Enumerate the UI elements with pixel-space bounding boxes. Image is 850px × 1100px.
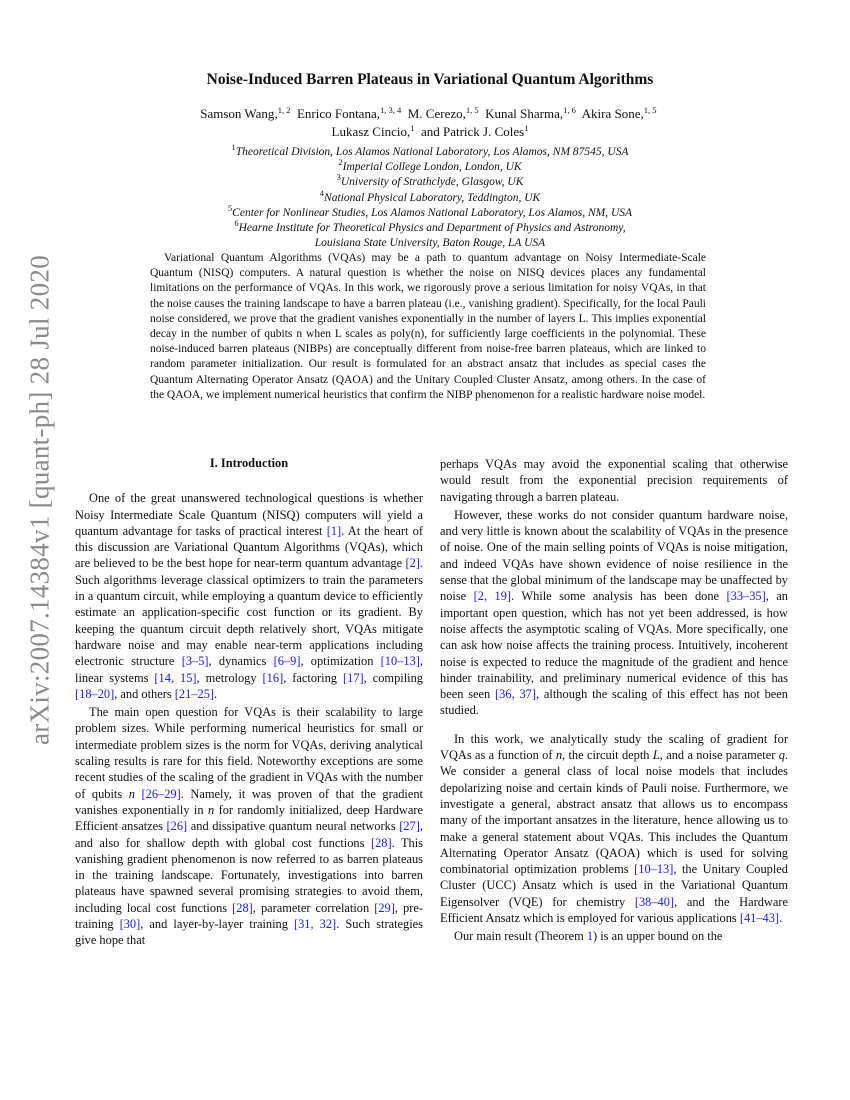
author-affiliation-marker: 1, 5	[643, 105, 657, 115]
author-name: and Patrick J. Coles	[420, 124, 525, 139]
citation-link[interactable]: [38–40]	[634, 894, 675, 909]
author-name: Enrico Fontana	[296, 106, 377, 121]
citation-link[interactable]: [26–29]	[141, 786, 181, 801]
citation-link[interactable]: [33–35]	[726, 589, 766, 604]
left-column	[75, 455, 423, 949]
author: Akira Sone,$^{1, 5}$	[581, 105, 657, 121]
abstract: Variational Quantum Algorithms (VQAs) may be a path to quantum advantage on Noisy Intermediate-Scale Quantum (NISQ) computers. A natural question is whether the noise on NISQ devices places any fundamental limitations on the performance of VQAs. In this work, we rigorously prove a serious limitation for noisy VQAs, in that the noise causes the training landscape to have a barren plateau (i.e., vanishing gradient). Specifically, for the local Pauli noise considered, we prove that the gradient vanishes exponentially in the number of layers L. This implies exponential decay in the number of qubits n when L scales as poly(n), for sufficiently large coefficients in the polynomial. These noise-induced barren plateaus (NIBPs) are conceptually different from noise-free barren plateaus, which are linked to random parameter initialization. Our result is formulated for an abstract ansatz that includes as special cases the Quantum Alternating Operator Ansatz (QAOA) and the Unitary Coupled Cluster Ansatz, among others. In the case of the QAOA, we implement numerical heuristics that confirm the NIBP phenomenon for a realistic hardware noise model.	[150, 252, 706, 401]
affiliation-text: Hearne Institute for Theoretical Physics and Department of Physics and Astronomy,	[238, 222, 626, 235]
affiliation-text: University of Strathclyde, Glasgow, UK	[340, 176, 524, 189]
citation-link[interactable]: [28]	[370, 835, 392, 850]
citation-link[interactable]: [18–20]	[75, 686, 115, 701]
citation-link[interactable]: [21–25]	[174, 686, 215, 701]
affiliation	[90, 218, 770, 236]
paragraph: The main open question for VQAs is their scalability to large problem sizes. While performing numerical heuristics for small or intermediate problem sizes is the norm for VQAs, deriving analytical scaling results is rare for this field. Noteworthy exceptions are some recent studies of the scaling of the gradient in VQAs with the number of qubits n [26–29]. Namely, it was proven of that the gradient vanishes exponentially in n for randomly initialized, deep Hardware Efficient ansatzes [26] and dissipative quantum neural networks [27], and also for shallow depth with global cost functions [28]. This vanishing gradient phenomenon is now referred to as barren plateaus in the training landscape. Fortunately, investigations into barren plateaus have spawned several promising strategies to avoid them, including local cost functions [28], parameter correlation [29], pre-training [30], and layer-by-layer training [31, 32]. Such strategies give hope that	[75, 705, 423, 948]
affiliation-list	[90, 142, 770, 251]
author-affiliation-marker: 1	[524, 123, 529, 133]
affiliation-text: Louisiana State University, Baton Rouge, LA USA	[314, 237, 546, 250]
affiliation-text: National Physical Laboratory, Teddington, UK	[324, 191, 541, 204]
citation-link[interactable]: [2, 19]	[473, 589, 512, 604]
section-heading: I. Introduction	[209, 456, 289, 470]
math-variable: n	[128, 786, 135, 801]
citation-link[interactable]: [30]	[119, 917, 141, 932]
citation-link[interactable]: [36, 37]	[495, 687, 536, 702]
affiliation-number: 5	[227, 202, 233, 213]
math-variable: n	[207, 802, 215, 817]
author: Kunal Sharma,$^{1, 6}$	[485, 105, 576, 121]
affiliation-number: 3	[336, 172, 341, 183]
arxiv-identifier: arXiv:2007.14384v1 [quant-ph] 28 Jul 2020	[24, 255, 55, 745]
citation-link[interactable]: [3–5]	[181, 654, 209, 669]
affiliation	[90, 157, 770, 175]
citation-link[interactable]: [27]	[399, 819, 420, 834]
affiliation	[90, 172, 770, 190]
author-name: Samson Wang	[200, 106, 275, 121]
paragraph: In this work, we analytically study the scaling of gradient for VQAs as a function of n, the circuit depth L, and a noise parameter q. We consider a general class of local noise models that includes depolarizing noise and certain kinds of Pauli noise. Furthermore, we investigate a general, abstract ansatz that allows us to encompass many of the important ansatzes in the literature, hence allowing us to make a general statement about VQAs. This includes the Quantum Alternating Operator Ansatz (QAOA) which is used for solving combinatorial optimization problems [10–13], the Unitary Coupled Cluster (UCC) Ansatz which is used in the Variational Quantum Eigensolver (VQE) for chemistry [38–40], and the Hardware Efficient Ansatz which is employed for various applications [41–43].	[440, 731, 788, 926]
affiliation-number: 2	[338, 157, 343, 168]
citation-link[interactable]: [28]	[232, 900, 253, 915]
citation-link[interactable]: [10–13]	[634, 862, 674, 877]
right-column	[440, 456, 788, 945]
author-affiliation-marker: 1, 2	[277, 105, 291, 115]
arxiv-side-stamp	[20, 255, 60, 745]
author: Enrico Fontana,$^{1, 3, 4}$	[296, 105, 402, 121]
author	[421, 124, 529, 139]
citation-link[interactable]: [31, 32]	[293, 917, 337, 932]
paragraph: One of the great unanswered technological questions is whether Noisy Intermediate Scale Quantum (NISQ) computers will yield a quantum advantage for tasks of practical interest [1]. At the heart of this discussion are Variational Quantum Algorithms (VQAs), which are believed to be the best hope for near-term quantum advantage [2]. Such algorithms leverage classical optimizers to train the parameters in a quantum circuit, while employing a quantum device to efficiently estimate an application-specific cost function or its gradient. By keeping the quantum circuit depth relatively short, VQAs mitigate hardware noise and may enable near-term applications including electronic structure [3–5], dynamics [6–9], optimization [10–13], linear systems [14, 15], metrology [16], factoring [17], compiling [18–20], and others [21–25].	[75, 491, 424, 701]
author: M. Cerezo,$^{1, 5}$	[407, 105, 479, 121]
author-list	[100, 105, 760, 141]
citation-link[interactable]: [26]	[166, 819, 188, 834]
paragraph: perhaps VQAs may avoid the exponential scaling that otherwise would result from the exponential precision requirements of navigating through a barren plateau.	[440, 457, 788, 504]
affiliation	[90, 202, 770, 221]
affiliation-text: Imperial College London, London, UK	[342, 161, 522, 174]
author: Samson Wang,$^{1, 2}$	[200, 105, 291, 121]
author-affiliation-marker: 1, 6	[563, 105, 576, 115]
author-affiliation-marker: 1, 5	[465, 105, 479, 115]
affiliation-number: 1	[231, 142, 236, 152]
affiliation-number: 6	[234, 218, 239, 229]
paragraph: Our main result (Theorem 1) is an upper bound on the	[454, 929, 723, 944]
author-name: Akira Sone	[581, 106, 641, 121]
citation-link[interactable]: [6–9]	[273, 654, 301, 669]
affiliation	[90, 187, 770, 206]
affiliation	[90, 236, 770, 251]
citation-link[interactable]: [14, 15]	[154, 670, 197, 685]
citation-link[interactable]: [16]	[262, 670, 284, 685]
citation-link[interactable]: [1]	[326, 523, 342, 538]
author: Lukasz Cincio,$^1$	[331, 123, 415, 139]
math-variable: n	[555, 748, 563, 763]
paper-title: Noise-Induced Barren Plateaus in Variational Quantum Algorithms	[206, 71, 654, 88]
citation-link[interactable]: [2]	[405, 556, 420, 571]
math-variable: L	[652, 748, 660, 763]
author-affiliation-marker: 1	[410, 123, 415, 133]
citation-link[interactable]: 1	[586, 929, 594, 944]
affiliation-text: Theoretical Division, Los Alamos National Laboratory, Los Alamos, NM 87545, USA	[235, 146, 629, 158]
citation-link[interactable]: [29]	[374, 900, 395, 915]
paragraph: However, these works do not consider quantum hardware noise, and very little is known about the scalability of VQAs in the presence of noise. One of the main selling points of VQAs is noise mitigation, and indeed VQAs have shown evidence of noise resilience in the sense that the global minimum of the landscape may be unaffected by noise [2, 19]. While some analysis has been done [33–35], an important open question, which has not yet been addressed, is how noise affects the asymptotic scaling of VQAs. More specifically, one can ask how noise affects the training process. Intuitively, incoherent noise is expected to reduce the magnitude of the gradient and hence hinder trainability, and preliminary numerical evidence of this has been seen [36, 37], although the scaling of this effect has not been studied.	[440, 507, 788, 718]
author-name: Kunal Sharma	[485, 106, 560, 121]
citation-link[interactable]: [41–43]	[739, 911, 780, 926]
author-name: M. Cerezo	[407, 106, 463, 121]
author-affiliation-marker: 1, 3, 4	[379, 105, 402, 115]
affiliation	[90, 142, 770, 160]
author-name: Lukasz Cincio	[331, 124, 407, 139]
math-variable: q	[778, 748, 785, 763]
citation-link[interactable]: [10–13]	[380, 654, 420, 669]
citation-link[interactable]: [17]	[343, 670, 364, 685]
affiliation-text: Center for Nonlinear Studies, Los Alamos National Laboratory, Los Alamos, NM, USA	[232, 206, 633, 219]
affiliation-number: 4	[319, 187, 325, 198]
